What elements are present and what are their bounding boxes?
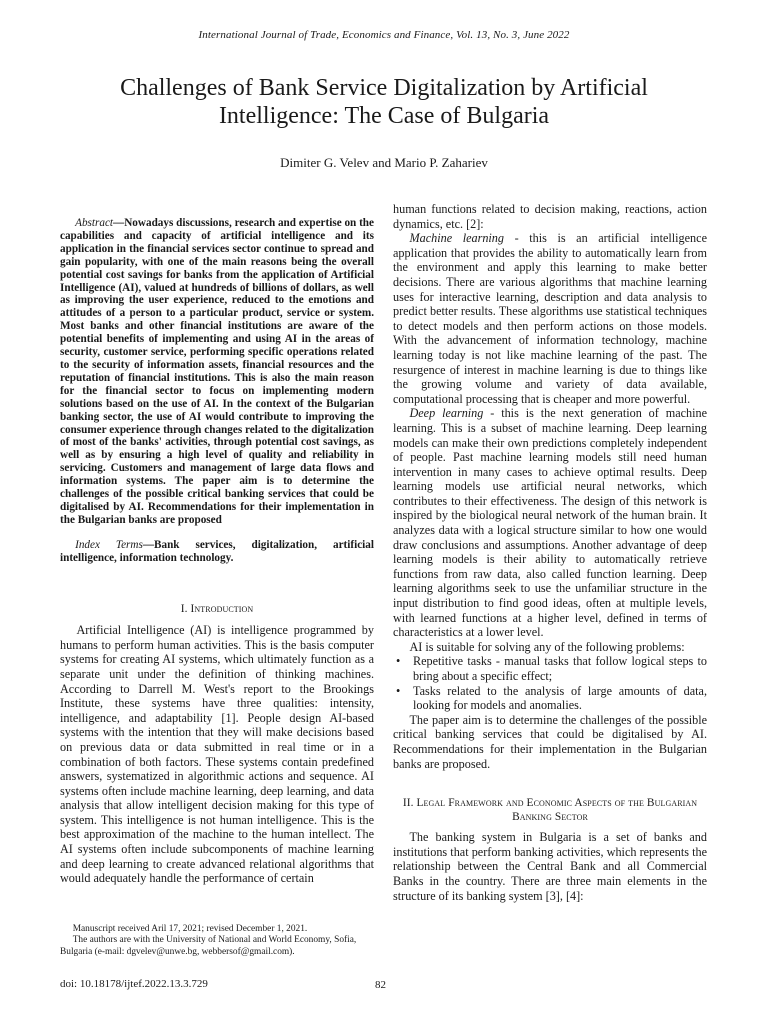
bullet-icon: • — [396, 654, 401, 669]
footnote — [60, 924, 374, 958]
abstract-label: Abstract — [75, 217, 114, 229]
introduction-paragraph: Artificial Intelligence (AI) is intelligence programmed by humans to perform human activities. This is the basis computer systems for creating AI systems, which ultimately function as a separate unit under the definition of thinking machines. According to Darrell M. West's report to the Brookings Institute, these systems have three qualities: intensity, intelligence, and adaptability [1]. People design AI-based systems with the intention that they will make decisions based on previous data or data submitted in real time or in a combination of both factors. These systems contain predefined answers, systematized in algorithmic actions and sequence. AI systems often include machine learning, deep learning, and data analysis that allow intelligent decision making for this type of system. This intelligence is not human intelligence. This is the best approximation of the machine to the human intellect. The AI systems often include subcomponents of machine learning and deep learning to create advanced relational algorithms that would adequately handle the performance of certain — [60, 623, 374, 886]
problems-intro: AI is suitable for solving any of the following problems: — [409, 639, 685, 654]
right-column — [393, 202, 707, 903]
index-terms — [60, 539, 374, 565]
page-number: 82 — [375, 979, 386, 991]
list-item — [393, 684, 707, 713]
section-heading-legal-framework: II. Legal Framework and Economic Aspects of the Bulgarian Banking Sector — [402, 797, 698, 823]
footnote-received: Manuscript received Aril 17, 2021; revised December 1, 2021. — [72, 924, 308, 934]
doi: doi: 10.18178/ijtef.2022.13.3.729 — [60, 978, 208, 990]
abstract-text: —Nowadays discussions, research and expertise on the capabilities and capacity of artificial intelligence and its application in the financial services sector continue to spread and gain popularity, with one of the main reasons being the overall potential cost savings for banks from the application of Artificial Intelligence (AI), valued at hundreds of billions of dollars, as well as improving the user experience, reduced to the emotions and attitudes of a person to a particular product, service or system. Most banks and other financial institutions are aware of the potential benefits of implementing and using AI in the areas of security, customer service, performing specific operations related to the security of information assets, financial resources and the reputation of financial institutions. This is also the main reason for the financial sector to focus on implementing modern solutions based on the use of AI. In the context of the Bulgarian banking sector, the use of AI would contribute to improving the consumer experience through changes related to the digitalization of most of the banks' activities, through potential cost savings, as well as by ensuring a high level of quality and reliability in servicing. Customers and management of large data flows and information systems. The paper aim is to determine the challenges of the possible critical banking services that could be digitalised by AI. Recommendations for their implementation in the Bulgarian banks are proposed — [60, 217, 374, 526]
left-column — [60, 200, 374, 886]
list-item-text: Repetitive tasks - manual tasks that follow logical steps to bring about a specific effect; — [413, 654, 707, 683]
index-terms-label: Index Terms — [75, 538, 143, 551]
deep-learning-term: Deep learning — [409, 406, 484, 421]
machine-learning-text: - this is an artificial intelligence application that provides the ability to automatically learn from the environment and apply this learning to make better decisions. There are various algorithms that machine learning uses for interactive learning, description and data analysis to predict better results. These algorithms use statistical techniques to detect models and then perform actions on those models. With the advancement of information technology, machine learning today is not like machine learning of the past. The resurgence of interest in machine learning is due to things like the growing volume and variety of data available, computational processing that is cheaper and more powerful. — [393, 231, 707, 406]
deep-learning-paragraph — [393, 406, 707, 640]
abstract — [60, 217, 374, 527]
aim-paragraph: The paper aim is to determine the challenges of the possible critical banking services that could be digitalised by AI. Recommendations for their implementation in the Bulgarian banks are proposed. — [393, 712, 707, 771]
authors: Dimiter G. Velev and Mario P. Zahariev — [280, 155, 488, 170]
list-item-text: Tasks related to the analysis of large amounts of data, looking for models and anomalies. — [413, 683, 707, 713]
machine-learning-paragraph — [393, 231, 707, 406]
problem-list — [393, 654, 707, 712]
bullet-icon: • — [396, 683, 401, 698]
list-item — [393, 654, 707, 683]
index-terms-text: —Bank services, digitalization, artificial intelligence, information technology. — [60, 538, 374, 564]
banking-system-paragraph: The banking system in Bulgaria is a set of banks and institutions that perform banking activities, which represents the relationship between the Central Bank and all Commercial Banks in the country. There are three main elements in the structure of its banking system [3], [4]: — [393, 830, 707, 903]
deep-learning-text: - this is the next generation of machine learning. This is a subset of machine learning. Deep learning models can make their own predictions completely independent of people. Past machine learning models still need human intervention in many cases to achieve optimal results. Deep learning models use artificial neural networks, which contributes to their effectiveness. The design of this network is inspired by the biological neural network of the human brain. It analyzes data with a logical structure similar to how one would draw conclusions and assumptions. Another advantage of deep learning models is their ability to automatically retrieve functions from raw data, also called function learning. Deep learning algorithms seek to use the unfamiliar structure in the input distribution to find good ideas, often at multiple levels, with learned functions at a higher level, defined in terms of characteristics at a lower level. — [393, 406, 707, 640]
paper-title: Challenges of Bank Service Digitalization by Artificial Intelligence: The Case of Bulgaria — [120, 75, 648, 129]
journal-header: International Journal of Trade, Economics and Finance, Vol. 13, No. 3, June 2022 — [198, 29, 570, 41]
footnote-affiliation: The authors are with the University of National and World Economy, Sofia, Bulgaria (e-mail: dgvelev@unwe.bg, webbersof@gmail.com). — [60, 935, 357, 957]
machine-learning-term: Machine learning — [409, 231, 504, 246]
continuation-paragraph: human functions related to decision making, reactions, action dynamics, etc. [2]: — [393, 202, 707, 231]
section-heading-introduction: I. Introduction — [180, 602, 254, 615]
